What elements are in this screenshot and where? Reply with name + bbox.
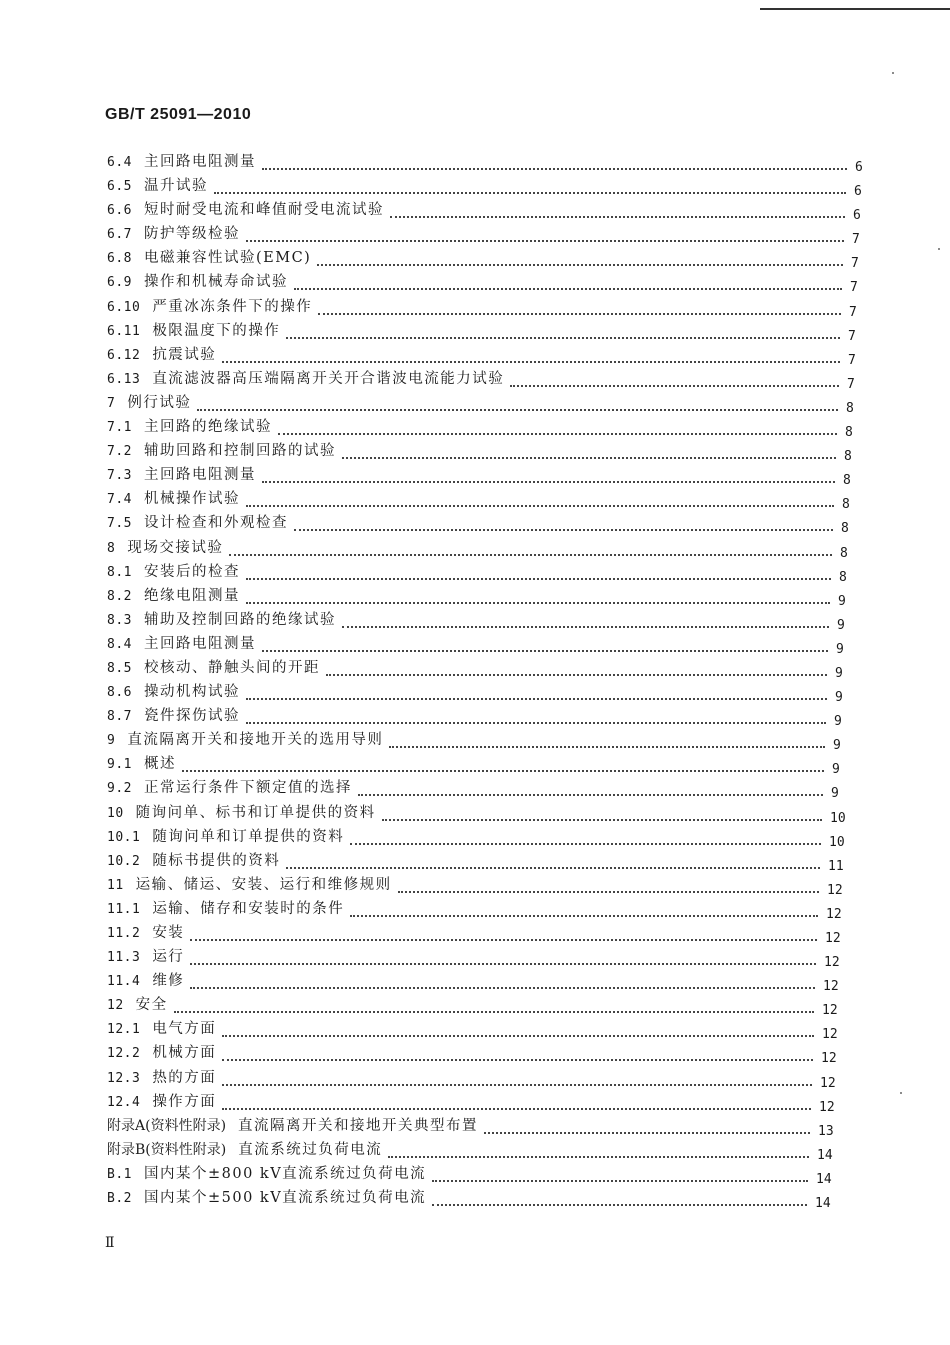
toc-entry-title: 主回路的绝缘试验 — [143, 419, 272, 436]
toc-leader-dots — [222, 337, 840, 363]
toc-leader-dots — [182, 746, 824, 772]
toc-entry-page: 7 — [849, 304, 857, 320]
toc-entry-page: 9 — [832, 762, 840, 778]
toc-entry-number: 7.5 — [107, 516, 132, 532]
standard-code: GB/T 25091—2010 — [105, 106, 252, 123]
toc-entry-page: 9 — [835, 665, 843, 681]
toc-entry-number: 10.2 — [107, 853, 141, 869]
toc-leader-dots — [229, 530, 832, 556]
toc-entry-number: B.2 — [107, 1191, 132, 1207]
toc-entry-page: 7 — [852, 232, 860, 248]
toc-entry-number: 6.11 — [107, 323, 141, 339]
toc-entry-title: 机械方面 — [152, 1045, 217, 1062]
toc-entry-title: 随询问单和订单提供的资料 — [152, 828, 345, 845]
toc-entry-title: 概述 — [143, 756, 176, 773]
toc-entry-page: 7 — [848, 352, 856, 368]
toc-entry-page: 12 — [824, 955, 840, 971]
toc-entry-page: 8 — [843, 473, 851, 489]
toc-entry-number: 8.3 — [107, 612, 132, 628]
toc-leader-dots — [342, 433, 836, 459]
toc-entry-number: 12.1 — [107, 1022, 141, 1038]
toc-entry-number: 7.1 — [107, 420, 132, 436]
toc-leader-dots — [326, 650, 827, 676]
toc-entry-page: 12 — [827, 882, 843, 898]
toc-entry-number: 12.4 — [107, 1094, 141, 1110]
toc-entry-title: 安装后的检查 — [143, 563, 240, 580]
toc-leader-dots — [432, 1180, 807, 1206]
scan-speck — [892, 72, 894, 74]
toc-entry-title: 安装 — [152, 925, 185, 941]
toc-entry-number: 9 — [107, 733, 116, 749]
toc-entry-title: 绝缘电阻测量 — [143, 587, 240, 604]
toc-leader-dots — [222, 1011, 814, 1037]
toc-leader-dots — [246, 554, 831, 580]
toc-leader-dots — [214, 168, 846, 194]
toc-entry-number: 12 — [107, 998, 124, 1014]
toc-entry-title: 运行 — [152, 949, 185, 966]
toc-leader-dots — [350, 819, 821, 845]
toc-entry-page: 12 — [821, 1051, 837, 1067]
toc-leader-dots — [246, 481, 834, 507]
toc-entry-page: 8 — [845, 425, 853, 441]
toc-leader-dots — [246, 674, 827, 700]
toc-entry-number: 7.3 — [107, 468, 132, 484]
toc-entry-number: 11.4 — [107, 974, 141, 990]
toc-entry-page: 10 — [829, 834, 845, 850]
toc-entry-number: 6.5 — [107, 179, 132, 195]
toc-entry-page: 14 — [815, 1196, 831, 1212]
toc-leader-dots — [286, 843, 820, 869]
toc-entry-number: 6.6 — [107, 203, 132, 219]
toc-entry-page: 9 — [834, 714, 842, 730]
toc-leader-dots — [294, 505, 833, 531]
toc-entry-title: 严重冰冻条件下的操作 — [152, 298, 313, 315]
toc-entry-title: 热的方面 — [152, 1069, 217, 1086]
toc-entry-page: 12 — [819, 1099, 835, 1115]
toc-leader-dots — [484, 1108, 810, 1134]
toc-entry-page: 9 — [833, 738, 841, 754]
toc-entry-page: 8 — [842, 497, 850, 513]
toc-entry-number: 9.1 — [107, 757, 132, 773]
toc-entry-title: 运输、储运、安装、运行和维修规则 — [135, 876, 392, 893]
toc-entry-page: 9 — [836, 641, 844, 657]
toc-entry-number: 11.2 — [107, 926, 141, 941]
toc-leader-dots — [190, 915, 817, 941]
toc-leader-dots — [382, 795, 822, 821]
toc-leader-dots — [432, 1156, 808, 1182]
toc-entry-title: 主回路电阻测量 — [143, 635, 256, 652]
scan-speck — [938, 248, 940, 250]
toc-entry-title: 随询问单、标书和订单提供的资料 — [135, 804, 376, 821]
toc-entry-number: 11 — [107, 877, 124, 893]
toc-entry-title: 国内某个±500 kV直流系统过负荷电流 — [143, 1190, 427, 1207]
toc-leader-dots — [294, 264, 842, 290]
toc-entry-number: 10.1 — [107, 829, 141, 845]
toc-leader-dots — [510, 361, 839, 387]
toc-entry-title: 直流系统过负荷电流 — [238, 1141, 383, 1158]
toc-entry-page: 6 — [854, 184, 862, 200]
toc-entry-page: 11 — [828, 858, 844, 874]
toc-leader-dots — [317, 240, 843, 266]
toc-entry-page: 7 — [851, 256, 859, 272]
toc-leader-dots — [318, 289, 841, 315]
toc-entry-page: 9 — [837, 617, 845, 633]
toc-entry-page: 6 — [853, 208, 861, 224]
top-rule — [760, 8, 950, 10]
toc-entry-number: 11.1 — [107, 901, 141, 917]
toc-leader-dots — [190, 963, 815, 989]
toc-entry-page: 10 — [830, 810, 846, 826]
toc-entry-number: 8.1 — [107, 564, 132, 580]
toc-entry-page: 12 — [826, 906, 842, 922]
scan-speck — [900, 1092, 902, 1094]
page-number-roman: Ⅱ — [105, 1235, 115, 1251]
toc-leader-dots — [197, 385, 838, 411]
toc-entry-page: 8 — [841, 521, 849, 537]
toc-entry-number: 8.2 — [107, 588, 132, 604]
toc-entry-page: 12 — [822, 1027, 838, 1043]
toc-entry-title: 主回路电阻测量 — [143, 467, 256, 484]
toc-leader-dots — [174, 987, 814, 1013]
toc-entry-title: 正常运行条件下额定值的选择 — [143, 780, 352, 797]
toc-leader-dots — [278, 409, 837, 435]
toc-entry-title: 直流滤波器高压端隔离开关开合谐波电流能力试验 — [152, 370, 505, 387]
toc-entry-title: 主回路电阻测量 — [143, 154, 256, 170]
toc-leader-dots — [398, 867, 819, 893]
toc-entry-title: 校核动、静触头间的开距 — [143, 659, 320, 676]
toc-entry-number: 8.4 — [107, 636, 132, 652]
toc-leader-dots — [222, 1084, 811, 1110]
toc-entry-title: 现场交接试验 — [127, 539, 224, 556]
toc-entry-number: 6.9 — [107, 275, 132, 291]
toc-entry-title: 操动机构试验 — [143, 684, 240, 701]
toc-entry-number: 7.2 — [107, 444, 132, 460]
toc-entry-number: 6.13 — [107, 371, 141, 387]
toc-entry-number: 6.7 — [107, 227, 132, 243]
toc-entry-page: 12 — [822, 1003, 838, 1019]
toc-entry-title: 辅助回路和控制回路的试验 — [143, 443, 336, 460]
toc-entry-number: 10 — [107, 805, 124, 821]
toc-entry-title: 例行试验 — [127, 394, 192, 411]
toc-leader-dots — [246, 698, 826, 724]
toc-entry-page: 13 — [818, 1123, 834, 1139]
toc-entry-title: 防护等级检验 — [143, 226, 240, 243]
toc-entry-number: 11.3 — [107, 950, 141, 966]
toc-leader-dots — [390, 192, 845, 218]
toc-entry-page: 12 — [825, 931, 841, 946]
toc-leader-dots — [190, 939, 816, 965]
toc-entry-number: 6.4 — [107, 155, 132, 170]
toc-entry-page: 7 — [848, 328, 856, 344]
toc-entry-title: 操作方面 — [152, 1093, 217, 1110]
toc-entry-number: 6.12 — [107, 347, 141, 363]
toc-entry-number: B.1 — [107, 1166, 132, 1182]
toc-entry-title: 设计检查和外观检查 — [143, 515, 288, 532]
toc-leader-dots — [262, 626, 828, 652]
toc-entry-page: 12 — [820, 1075, 836, 1091]
toc-entry-number: 附录B(资料性附录) — [107, 1141, 227, 1158]
toc-entry-number: 6.8 — [107, 251, 132, 267]
toc-entry-title: 随标书提供的资料 — [152, 852, 281, 869]
toc-leader-dots — [350, 891, 818, 917]
toc-leader-dots — [262, 144, 847, 170]
toc-leader-dots — [358, 770, 823, 796]
toc-entry-number: 12.3 — [107, 1070, 141, 1086]
toc-entry-number: 7.4 — [107, 492, 132, 508]
toc-entry-title: 抗震试验 — [152, 346, 217, 363]
toc-entry-number: 8.7 — [107, 709, 132, 725]
toc-entry-title: 短时耐受电流和峰值耐受电流试验 — [143, 202, 384, 219]
toc-entry-page: 9 — [838, 593, 846, 609]
toc-entry-title: 电气方面 — [152, 1021, 217, 1038]
toc-entry-title: 操作和机械寿命试验 — [143, 274, 288, 291]
toc-entry-title: 直流隔离开关和接地开关典型布置 — [238, 1117, 479, 1134]
toc-entry-page: 7 — [850, 280, 858, 296]
toc-entry-title: 电磁兼容性试验(EMC) — [143, 250, 312, 267]
toc-entry-page: 14 — [817, 1147, 833, 1163]
toc-entry-title: 直流隔离开关和接地开关的选用导则 — [127, 732, 384, 749]
toc-entry-number: 6.10 — [107, 299, 141, 315]
toc-entry-page: 8 — [839, 569, 847, 585]
toc-entry-title: 维修 — [152, 973, 185, 990]
toc-entry-number: 12.2 — [107, 1046, 141, 1062]
toc-entry-page: 8 — [846, 400, 854, 416]
toc-entry-page: 6 — [855, 160, 863, 175]
toc-entry — [107, 1186, 867, 1210]
toc-entry-page: 8 — [840, 545, 848, 561]
toc-leader-dots — [286, 313, 840, 339]
toc-entry-title: 安全 — [135, 997, 168, 1014]
toc-leader-dots — [389, 722, 825, 748]
toc-entry-page: 9 — [831, 786, 839, 802]
toc-entry-number: 7 — [107, 395, 116, 411]
toc-entry-title: 机械操作试验 — [143, 491, 240, 508]
toc-entry-page: 14 — [816, 1171, 832, 1187]
toc-entry-page: 8 — [844, 449, 852, 465]
toc-entry-number: 附录A(资料性附录) — [107, 1117, 227, 1134]
toc-entry-title: 辅助及控制回路的绝缘试验 — [143, 611, 336, 628]
toc-leader-dots — [262, 457, 835, 483]
toc-entry-page: 12 — [823, 979, 839, 995]
toc-leader-dots — [246, 578, 830, 604]
toc-leader-dots — [388, 1132, 809, 1158]
toc-entry-page: 7 — [847, 376, 855, 392]
toc-entry-title: 运输、储存和安装时的条件 — [152, 900, 345, 917]
toc-entry-title: 温升试验 — [143, 178, 208, 195]
table-of-contents — [107, 150, 867, 1210]
toc-entry-title: 瓷件探伤试验 — [143, 708, 240, 725]
toc-leader-dots — [222, 1035, 813, 1061]
toc-leader-dots — [246, 216, 844, 242]
toc-entry-number: 8.6 — [107, 685, 132, 701]
toc-entry-number: 9.2 — [107, 781, 132, 797]
toc-entry-number: 8.5 — [107, 660, 132, 676]
toc-entry-title: 国内某个±800 kV直流系统过负荷电流 — [143, 1165, 427, 1182]
toc-entry-page: 9 — [835, 690, 843, 706]
toc-leader-dots — [222, 1060, 812, 1086]
toc-leader-dots — [342, 602, 829, 628]
toc-entry-title: 极限温度下的操作 — [152, 322, 281, 339]
toc-entry-number: 8 — [107, 540, 116, 556]
